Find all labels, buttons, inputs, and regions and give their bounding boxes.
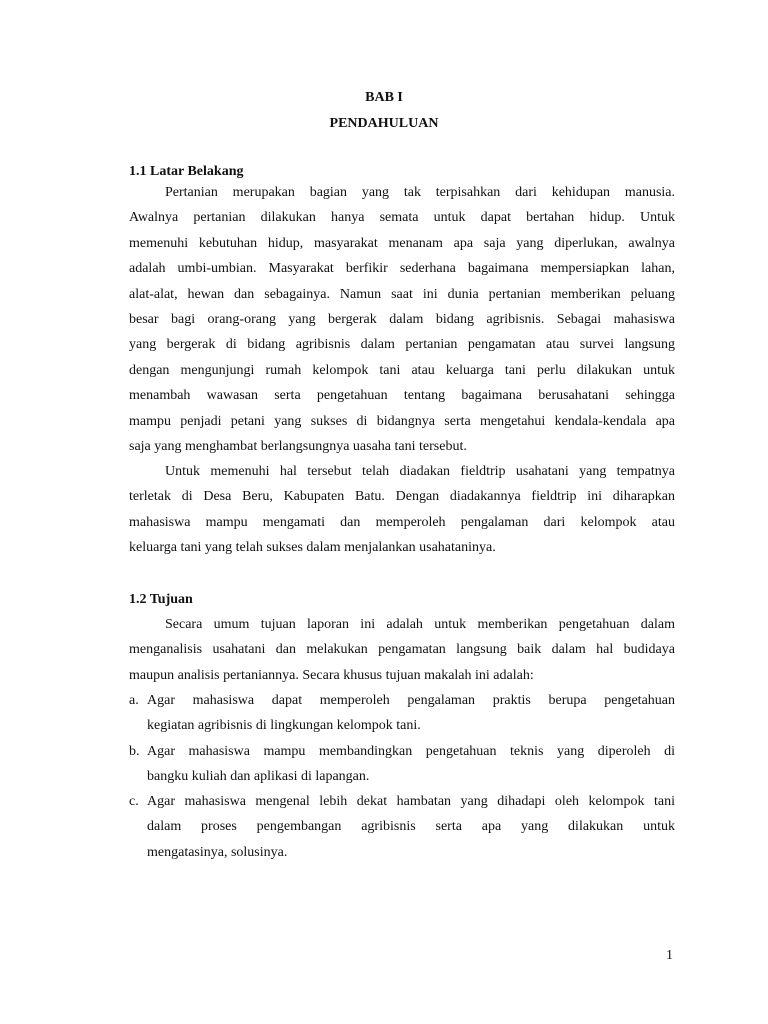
list-marker: c.	[129, 794, 139, 809]
chapter-title: PENDAHULUAN	[329, 116, 439, 131]
list-item-c	[129, 789, 675, 865]
paragraph-line: saja yang menghambat berlangsungnya uasaha tani tersebut.	[129, 438, 467, 454]
list-item-line: dalam proses pengembangan agribisnis serta apa yang dilakukan untuk	[147, 819, 675, 835]
list-marker: b.	[129, 744, 140, 759]
section-title-latar-belakang: 1.1 Latar Belakang	[129, 164, 244, 179]
list-item-line: Agar mahasiswa mengenal lebih dekat hambatan yang dihadapi oleh kelompok tani	[147, 794, 675, 809]
paragraph-line: Pertanian merupakan bagian yang tak terpisahkan dari kehidupan manusia.	[165, 185, 675, 200]
paragraph-line: keluarga tani yang telah sukses dalam menjalankan usahataninya.	[129, 540, 496, 556]
paragraph-line: maupun analisis pertaniannya. Secara khusus tujuan makalah ini adalah:	[129, 667, 534, 683]
list-item-a	[129, 688, 675, 739]
list-item-body	[147, 789, 675, 865]
paragraph-line: mampu penjadi petani yang sukses di bidangnya serta mengetahui kendala-kendala apa	[129, 413, 675, 429]
list-item-body	[147, 739, 675, 790]
paragraph-line: dengan mengunjungi rumah kelompok tani atau keluarga tani perlu dilakukan untuk	[129, 362, 675, 378]
list-marker: a.	[129, 693, 139, 708]
paragraph-latar-belakang-2	[129, 459, 675, 561]
paragraph-line: menganalisis usahatani dan melakukan pengamatan langsung baik dalam hal budidaya	[129, 642, 675, 658]
paragraph-line: Secara umum tujuan laporan ini adalah untuk memberikan pengetahuan dalam	[165, 617, 675, 632]
list-item-line: bangku kuliah dan aplikasi di lapangan.	[147, 769, 370, 785]
paragraph-line: alat-alat, hewan dan sebagainya. Namun saat ini dunia pertanian memberikan peluang	[129, 286, 675, 302]
list-item-line: mengatasinya, solusinya.	[147, 844, 288, 860]
paragraph-line: adalah umbi-umbian. Masyarakat berfikir sederhana bagaimana mempersiapkan lahan,	[129, 261, 675, 277]
paragraph-line: besar bagi orang-orang yang bergerak dalam bidang agribisnis. Sebagai mahasiswa	[129, 311, 675, 327]
list-item-body	[147, 688, 675, 739]
paragraph-line: yang bergerak di bidang agribisnis dalam pertanian pengamatan atau survei langsung	[129, 337, 675, 353]
paragraph-tujuan-1	[129, 612, 675, 688]
list-item-line: kegiatan agribisnis di lingkungan kelompok tani.	[147, 718, 421, 734]
paragraph-line: mahasiswa mampu mengamati dan memperoleh pengalaman dari kelompok atau	[129, 514, 675, 530]
page-number: 1	[666, 948, 673, 963]
paragraph-line: memenuhi kebutuhan hidup, masyarakat menanam apa saja yang diperlukan, awalnya	[129, 235, 675, 251]
section-title-tujuan: 1.2 Tujuan	[129, 592, 193, 607]
list-item-line: Agar mahasiswa dapat memperoleh pengalaman praktis berupa pengetahuan	[147, 693, 675, 708]
paragraph-line: Awalnya pertanian dilakukan hanya semata untuk dapat bertahan hidup. Untuk	[129, 210, 675, 226]
list-item-b	[129, 739, 675, 790]
paragraph-latar-belakang-1	[129, 180, 675, 459]
paragraph-line: Untuk memenuhi hal tersebut telah diadakan fieldtrip usahatani yang tempatnya	[165, 464, 675, 479]
list-item-line: Agar mahasiswa mampu membandingkan pengetahuan teknis yang diperoleh di	[147, 744, 675, 759]
paragraph-line: menambah wawasan serta pengetahuan tentang bagaimana berusahatani sehingga	[129, 388, 675, 404]
paragraph-line: terletak di Desa Beru, Kabupaten Batu. Dengan diadakannya fieldtrip ini diharapkan	[129, 489, 675, 505]
chapter-label: BAB I	[365, 90, 403, 105]
